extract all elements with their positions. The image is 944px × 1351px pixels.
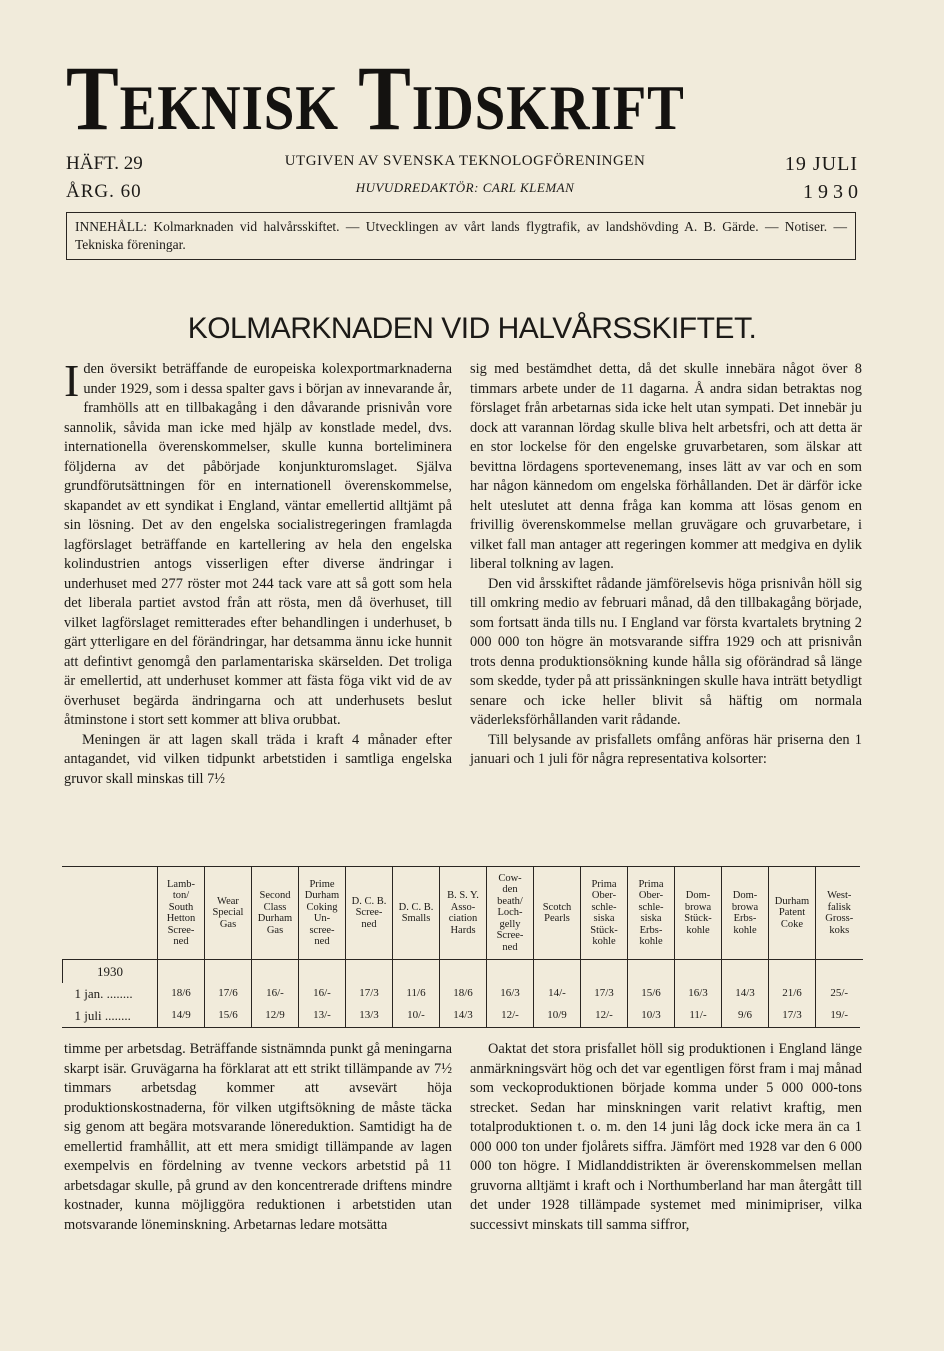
paragraph: Oaktat det stora prisfallet höll sig produktionen i England länge anmärkningsvärt hög och det var egentligen först fram i maj månad som veckoproduktionen började komma under 5 000 000-tons strecket. Sedan har minskningen varit relativt kraftig, men totalproduktionen t. o. m. den 14 juni låg dock icke mera än ca 1 000 000 ton under fjolårets siffra. Jämfört med 1928 var den 6 000 000 ton högre. I Midlanddistrikten är överenskommelsen mellan gruvorna alltjämt i kraft och i Northumberland har man återgått till det under 1928 tillämpade systemet med minimipriser, vilka successivt minskats till samma siffror,	[470, 1041, 862, 1233]
table-header-cell: Second Class Durham Gas	[252, 867, 299, 960]
table-cell: 16/3	[487, 983, 534, 1005]
table-row-label: 1 jan. ........	[74, 985, 133, 1001]
table-cell: 12/9	[252, 1005, 299, 1027]
issue-number: HÄFT. 29	[66, 153, 143, 174]
table-header-cell: Prime Durham Coking Un- scree- ned	[299, 867, 346, 960]
issue-year: 1 9 3 0	[803, 181, 858, 203]
table-header-cell: Lamb- ton/ South Hetton Scree- ned	[158, 867, 205, 960]
table-cell: 17/3	[581, 983, 628, 1005]
column-4	[470, 1040, 862, 1235]
table-cell: 10/3	[628, 1005, 675, 1027]
editor-line: HUVUDREDAKTÖR: CARL KLEMAN	[355, 180, 575, 195]
table-header-cell: Dom- browa Erbs- kohle	[722, 867, 769, 960]
table-cell: 9/6	[722, 1005, 769, 1027]
table-row	[63, 1005, 863, 1027]
table-header-cell: Durham Patent Coke	[769, 867, 816, 960]
table-header-cell: West- falisk Gross- koks	[816, 867, 863, 960]
table-cell: 17/6	[205, 983, 252, 1005]
table-cell: 14/9	[158, 1005, 205, 1027]
masthead-title: Teknisk Tidskrift	[66, 47, 685, 149]
issue-date: 19 JULI	[784, 153, 858, 175]
table-header-cell: Wear Special Gas	[205, 867, 252, 960]
table-cell: 14/3	[440, 1005, 487, 1027]
table-header-cell: Dom- browa Stück- kohle	[675, 867, 722, 960]
table-cell: 16/3	[675, 983, 722, 1005]
contents-text: INNEHÅLL: Kolmarknaden vid halvårsskiftet. — Utvecklingen av vårt lands flygtrafik, av landshövding A. B. Gärde. — Notiser. — Tekniska föreningar.	[75, 219, 847, 252]
table-header-cell: D. C. B. Scree- ned	[346, 867, 393, 960]
table-header-stub	[63, 867, 158, 960]
table-cell: 16/-	[299, 983, 346, 1005]
table-cell: 14/3	[722, 983, 769, 1005]
paragraph: sig med bestämdhet detta, då det skulle innebära något över 8 timmars arbete under de 11 dagarna. Å andra sidan betraktas nog förslaget från arbetarnas sida icke helt utan sympati. Det innebär ju dock att varannan lördag skulle bliva helt arbetsfri, och att detta är en stor lockelse för den engelske gruvarbetaren, som älskar att bevittna lördagens sportevenemang, inses lätt av var och en som har någon kännedom om engelska förhållanden. Det är därför icke helt uteslutet att denna fråga kan komma att lösas genom en frivillig överenskommelse mellan gruvägare och gruvarbetare, i vilket fall man antager att regeringen kommer att medgiva en dylik liberal tolkning av lagen.	[470, 361, 862, 572]
table-row-label: 1 juli ........	[74, 1008, 131, 1024]
table-cell: 10/9	[534, 1005, 581, 1027]
article-title: KOLMARKNADEN VID HALVÅRSSKIFTET.	[187, 312, 757, 345]
table-header-row	[63, 867, 863, 960]
table-cell: 16/-	[252, 983, 299, 1005]
table-row	[63, 983, 863, 1005]
table-cell: 15/6	[628, 983, 675, 1005]
column-3	[64, 1040, 452, 1235]
table-cell: 17/3	[769, 1005, 816, 1027]
table-cell: 13/-	[299, 1005, 346, 1027]
paragraph: Den vid årsskiftet rådande jämförelsevis höga prisnivån höll sig till omkring medio av februari månad, då den tillbakagång började, som fortsatt ända tills nu. I England var första kvartalets brytning 2 000 000 ton högre än motsvarande siffra 1929 och att prisnivån trots denna produktionsökning kunde hålla sig oförändrad så länge som skedde, tyder på att prissänkningen skulle hava inträtt betydligt senare och icke heller blivit så häftig om normala väderleksförhållanden varit rådande.	[470, 575, 862, 728]
table-cell: 13/3	[346, 1005, 393, 1027]
contents-box	[66, 212, 856, 260]
table-cell: 18/6	[158, 983, 205, 1005]
table-cell: 11/-	[675, 1005, 722, 1027]
column-1	[64, 355, 452, 789]
table-header-cell: Prima Ober- schle- siska Erbs- kohle	[628, 867, 675, 960]
table-cell: 19/-	[816, 1005, 863, 1027]
table-cell: 18/6	[440, 983, 487, 1005]
table-header-cell: D. C. B. Smalls	[393, 867, 440, 960]
price-table	[62, 866, 860, 1028]
table-header-cell: Scotch Pearls	[534, 867, 581, 960]
table-cell: 15/6	[205, 1005, 252, 1027]
paragraph: Till belysande av prisfallets omfång anföras här priserna den 1 januari och 1 juli för några representativa kolsorter:	[470, 731, 862, 767]
table-header-cell: Prima Ober- schle- siska Stück- kohle	[581, 867, 628, 960]
volume-number: ÅRG. 60	[66, 181, 142, 202]
table-header-cell: B. S. Y. Asso- ciation Hards	[440, 867, 487, 960]
table-header-cell: Cow- den beath/ Loch- gelly Scree- ned	[487, 867, 534, 960]
paragraph: I den översikt beträffande de europeiska kolexportmarknaderna under 1929, som i dessa spalter gavs i början av innevarande år, framhölls att en tillbakagång i den dåvarande prisnivån vore sannolik, såvida man icke med hjälp av konstlade medel, dvs. internationella överenskommelser, skulle kunna borteliminera följderna av det påbörjade konjunkturomslaget. Själva grundförutsättningen för en internationell överenskommelse, skapandet av ett syndikat i England, väntar emellertid alltjämt på sin lösning. Det av den engelska socialistregeringen framlagda lagförslaget beträffande en kartellering av hela den engelska kolindustrien antogs visserligen efter diverse ändringar i underhuset med 277 röster mot 244 tack vare att så gott som hela det liberala partiet avstod från att rösta, men då överhuset, till vilket lagförslaget remitterades efter behandlingen i underhuset, b gärt ytterligare en del förändringar, har detsamma ännu icke hunnit att defintivt genomgå den parlamentariska skärselden. Det troliga är emellertid, att underhuset kommer att fästa föga vikt vid de av överhuset begärda ändringarna och att underhusets beslut åtminstone i stort sett kommer att bliva orubbat.	[64, 355, 452, 728]
table-cell: 21/6	[769, 983, 816, 1005]
table-cell: 11/6	[393, 983, 440, 1005]
table-cell: 12/-	[487, 1005, 534, 1027]
paragraph: timme per arbetsdag. Beträffande sistnämnda punkt gå meningarna skarpt isär. Gruvägarna ha förklarat att ett strikt tillämpande av 7½ timmars arbetsdag kommer att avsevärt höja produktionskostnaderna, för vilken utgiftsökning de måste täcka sig genom att begära motsvarande lönereduktion. Samtidigt ha de emellertid framhållit, att ett mera smidigt tillämpande av lagen exempelvis en fördelning av tvenne veckors arbetstid på 11 arbetsdagar skulle, på grund av den koncentrerade driftens mindre kostnader, kunna möjliggöra reduktionen i arbetstiden utan motsvarande löneminskning. Arbetarnas ledare motsätta	[64, 1041, 452, 1233]
table-year: 1930	[63, 960, 158, 983]
column-2	[470, 360, 862, 770]
paragraph: Meningen är att lagen skall träda i kraft 4 månader efter antagandet, vid vilken tidpunkt arbetstiden i samtliga engelska gruvor skall minskas till 7½	[64, 731, 452, 787]
table-year-row	[63, 960, 863, 983]
table-cell: 12/-	[581, 1005, 628, 1027]
table-cell: 25/-	[816, 983, 863, 1005]
table-cell: 17/3	[346, 983, 393, 1005]
drop-cap: I	[64, 355, 80, 406]
table-cell: 10/-	[393, 1005, 440, 1027]
publisher-line: UTGIVEN AV SVENSKA TEKNOLOGFÖRENINGEN	[284, 153, 646, 169]
table-cell: 14/-	[534, 983, 581, 1005]
